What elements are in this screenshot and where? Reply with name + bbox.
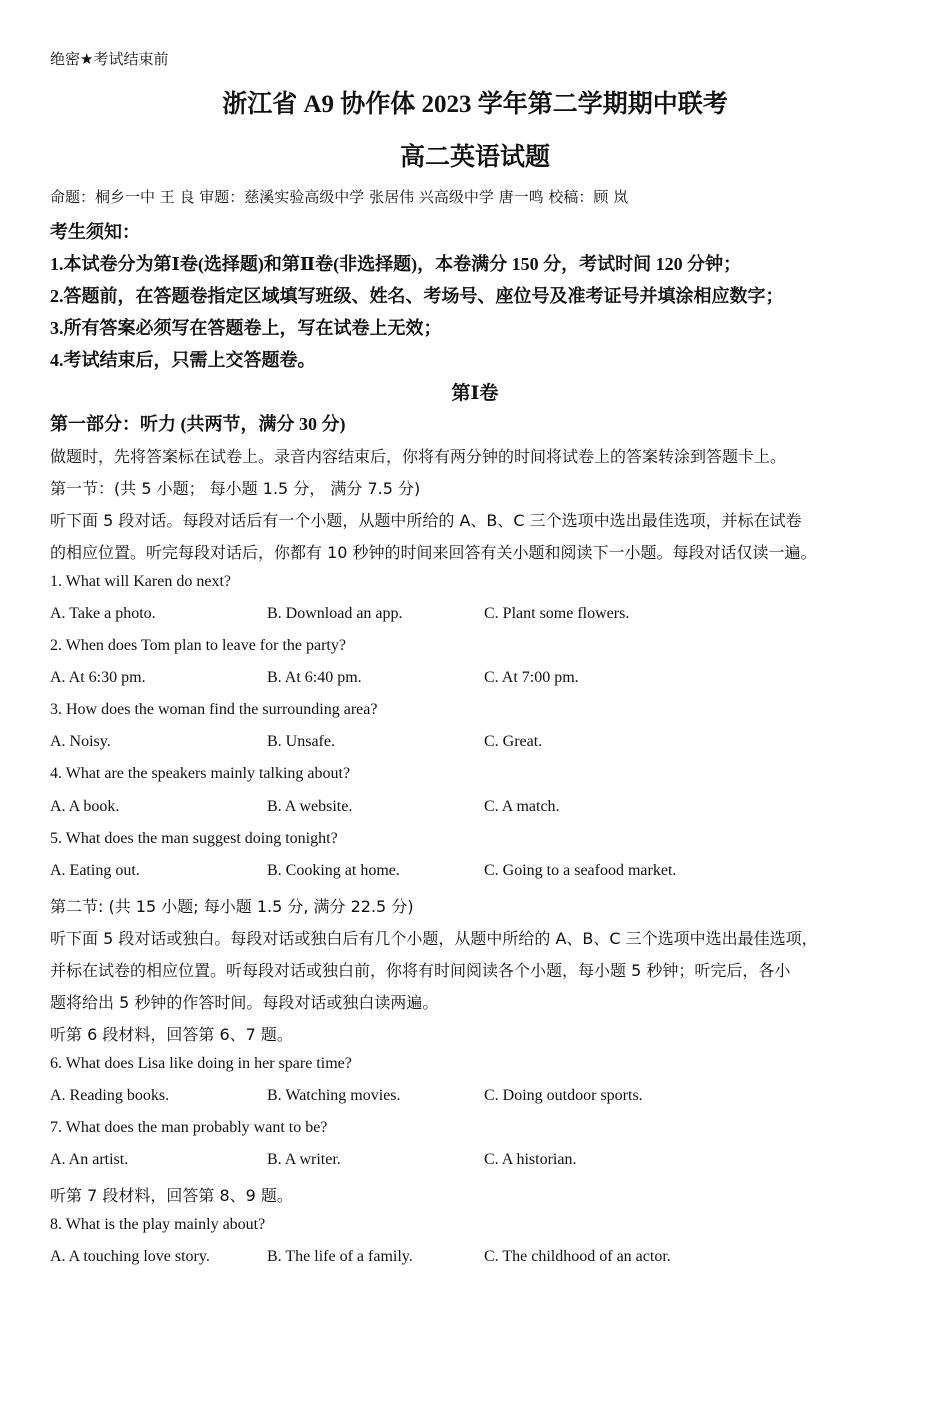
- q5-option-c: C. Going to a seafood market.: [484, 862, 677, 879]
- q1-option-b: B. Download an app.: [267, 605, 403, 622]
- section1-instructions-1: 听下面 5 段对话。每段对话后有一个小题，从题中所给的 A、B、C 三个选项中选出最佳选项，并标在试卷: [50, 511, 802, 530]
- part1-heading: 第一部分：听力 (共两节，满分 30 分): [50, 414, 346, 434]
- notice-item-1: 1.本试卷分为第Ⅰ卷(选择题)和第Ⅱ卷(非选择题)，本卷满分 150 分，考试时间 120 分钟；: [50, 254, 742, 274]
- q6-option-a: A. Reading books.: [50, 1087, 170, 1104]
- q7-option-b: B. A writer.: [267, 1151, 341, 1168]
- q8-option-c: C. The childhood of an actor.: [484, 1248, 671, 1265]
- q3-option-b: B. Unsafe.: [267, 733, 335, 750]
- q5-option-b: B. Cooking at home.: [267, 862, 400, 879]
- material-6-note: 听第 6 段材料，回答第 6、7 题。: [50, 1025, 293, 1044]
- question-2: 2. When does Tom plan to leave for the party?: [50, 637, 346, 654]
- volume-heading: 第Ⅰ卷: [451, 383, 499, 404]
- question-3: 3. How does the woman find the surrounding area?: [50, 701, 378, 718]
- q7-option-c: C. A historian.: [484, 1151, 577, 1168]
- section1-heading: 第一节：(共 5 小题； 每小题 1.5 分， 满分 7.5 分): [50, 479, 421, 498]
- section2-instructions-1: 听下面 5 段对话或独白。每段对话或独白后有几个小题，从题中所给的 A、B、C 三个选项中选出最佳选项，: [50, 929, 818, 948]
- notice-item-4: 4.考试结束后，只需上交答题卷。: [50, 350, 316, 370]
- q8-option-b: B. The life of a family.: [267, 1248, 413, 1265]
- q2-option-c: C. At 7:00 pm.: [484, 669, 579, 686]
- q5-option-a: A. Eating out.: [50, 862, 140, 879]
- q1-option-a: A. Take a photo.: [50, 605, 156, 622]
- q8-option-a: A. A touching love story.: [50, 1248, 210, 1265]
- question-1: 1. What will Karen do next?: [50, 573, 231, 590]
- q3-option-c: C. Great.: [484, 733, 543, 750]
- q6-option-c: C. Doing outdoor sports.: [484, 1087, 643, 1104]
- question-6: 6. What does Lisa like doing in her spare time?: [50, 1055, 352, 1072]
- part1-intro: 做题时，先将答案标在试卷上。录音内容结束后，你将有两分钟的时间将试卷上的答案转涂到答题卡上。: [50, 447, 787, 466]
- q2-option-a: A. At 6:30 pm.: [50, 669, 146, 686]
- exam-title: 浙江省 A9 协作体 2023 学年第二学期期中联考: [222, 91, 728, 118]
- question-5: 5. What does the man suggest doing tonight?: [50, 830, 338, 847]
- exam-subtitle: 高二英语试题: [399, 144, 550, 171]
- q1-option-c: C. Plant some flowers.: [484, 605, 630, 622]
- secrecy-label: 绝密★考试结束前: [50, 50, 169, 68]
- notice-item-2: 2.答题前，在答题卷指定区域填写班级、姓名、考场号、座位号及准考证号并填涂相应数字；: [50, 286, 784, 306]
- section1-instructions-2: 的相应位置。听完每段对话后，你都有 10 秒钟的时间来回答有关小题和阅读下一小题。每段对话仅读一遍。: [50, 543, 817, 562]
- q7-option-a: A. An artist.: [50, 1151, 129, 1168]
- question-8: 8. What is the play mainly about?: [50, 1216, 266, 1233]
- section2-heading: 第二节: (共 15 小题; 每小题 1.5 分, 满分 22.5 分): [50, 897, 414, 916]
- q6-option-b: B. Watching movies.: [267, 1087, 401, 1104]
- material-7-note: 听第 7 段材料，回答第 8、9 题。: [50, 1186, 293, 1205]
- section2-instructions-3: 题将给出 5 秒钟的作答时间。每段对话或独白读两遍。: [50, 993, 439, 1012]
- q2-option-b: B. At 6:40 pm.: [267, 669, 362, 686]
- question-4: 4. What are the speakers mainly talking about?: [50, 765, 351, 782]
- staff-credits: 命题：桐乡一中 王 良 审题：慈溪实验高级中学 张居伟 兴高级中学 唐一鸣 校稿：顾 岚: [50, 188, 629, 206]
- q3-option-a: A. Noisy.: [50, 733, 111, 750]
- notice-heading: 考生须知：: [50, 222, 140, 242]
- section2-instructions-2: 并标在试卷的相应位置。听每段对话或独白前，你将有时间阅读各个小题，每小题 5 秒钟；听完后，各小: [50, 961, 791, 980]
- notice-item-3: 3.所有答案必须写在答题卷上，写在试卷上无效；: [50, 318, 442, 338]
- q4-option-a: A. A book.: [50, 798, 120, 815]
- q4-option-b: B. A website.: [267, 798, 353, 815]
- question-7: 7. What does the man probably want to be?: [50, 1119, 328, 1136]
- q4-option-c: C. A match.: [484, 798, 560, 815]
